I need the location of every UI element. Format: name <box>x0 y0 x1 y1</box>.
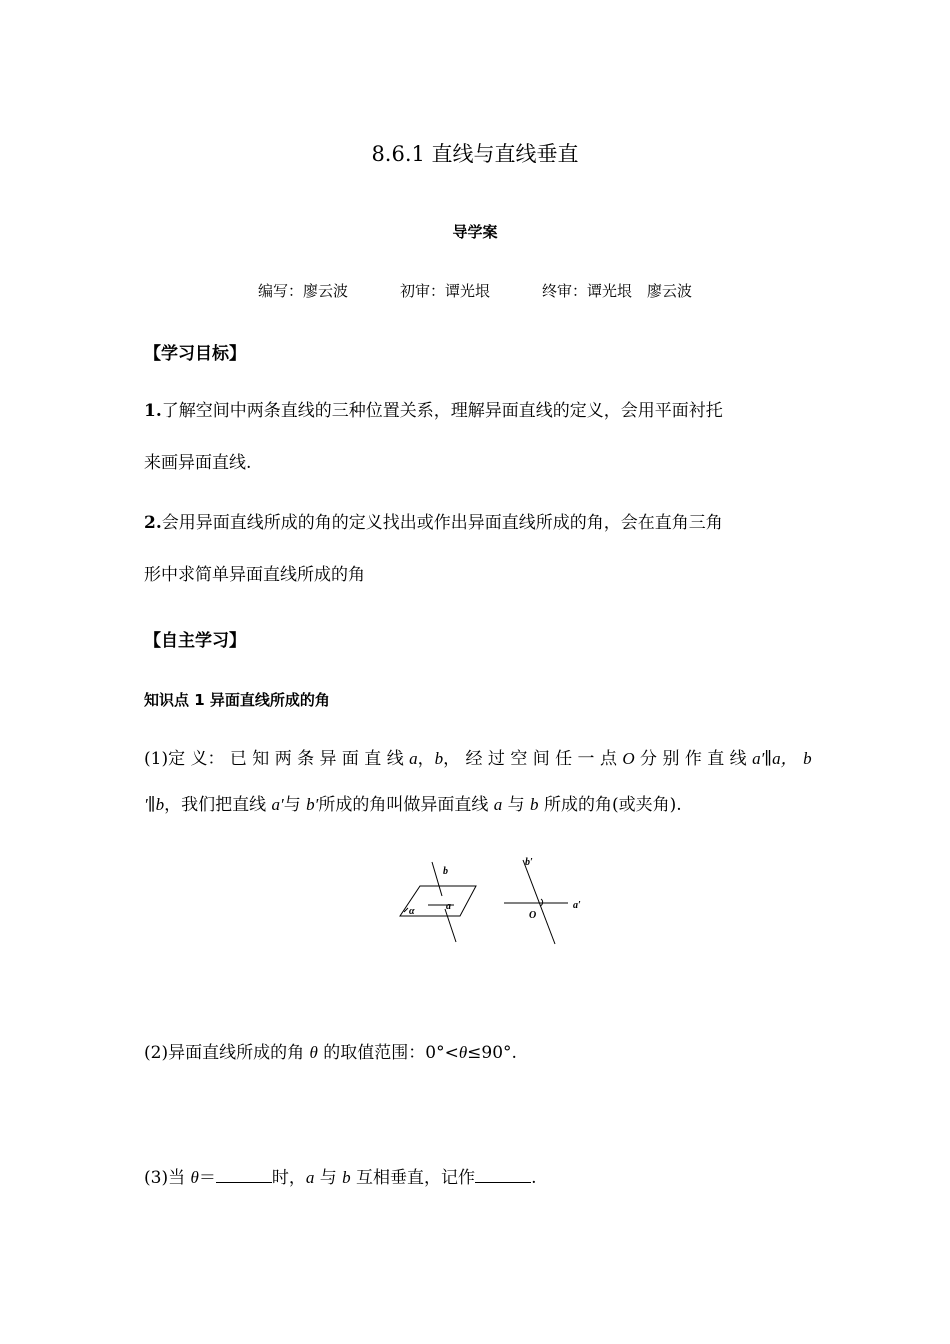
doc-subtitle: 导学案 <box>452 223 498 241</box>
definition-line-1: (1)定 义： 已 知 两 条 异 面 直 线 a，b， 经 过 空 间 任 一 点 O 分 别 作 直 线 a′∥a， b <box>144 749 812 769</box>
goal-item-1-number: 1. <box>144 401 162 421</box>
editor-credit: 编写：廖云波 <box>257 282 348 300</box>
label-alpha: α <box>409 906 415 917</box>
goal-item-1-line-2: 来画异面直线. <box>144 453 252 473</box>
line-b-upper <box>432 862 442 896</box>
label-b: b <box>443 866 448 877</box>
goal-item-2-number: 2. <box>144 513 162 533</box>
label-a: a <box>446 901 451 912</box>
final-review-credit: 终审：谭光垠 廖云波 <box>542 282 693 300</box>
goal-item-2-line-2: 形中求简单异面直线所成的角 <box>144 565 365 585</box>
angle-answer-blank[interactable] <box>216 1166 272 1183</box>
label-a-prime: a′ <box>573 900 581 911</box>
self-study-heading: 【自主学习】 <box>144 631 246 651</box>
skew-lines-figure <box>390 852 600 952</box>
label-b-prime: b′ <box>525 857 533 868</box>
knowledge-point-heading: 知识点 1 异面直线所成的角 <box>144 691 330 709</box>
range-line: (2)异面直线所成的角 θ 的取值范围：0°<θ≤90°. <box>144 1043 517 1063</box>
page-title: 8.6.1 直线与直线垂直 <box>371 142 579 166</box>
goals-heading: 【学习目标】 <box>144 344 246 364</box>
goal-item-1-line-1: 1.了解空间中两条直线的三种位置关系，理解异面直线的定义，会用平面衬托 <box>144 401 723 421</box>
line-b-lower <box>445 909 456 942</box>
notation-answer-blank[interactable] <box>475 1166 531 1183</box>
perpendicular-line: (3)当 θ＝ 时，a 与 b 互相垂直，记作 . <box>144 1168 537 1188</box>
line-b-prime <box>523 860 555 944</box>
label-O: O <box>529 910 537 921</box>
authors-line <box>0 280 950 301</box>
goal-item-2-line-1: 2.会用异面直线所成的角的定义找出或作出异面直线所成的角，会在直角三角 <box>144 513 723 533</box>
first-review-credit: 初审：谭光垠 <box>399 282 490 300</box>
definition-line-2: ′∥b，我们把直线 a′与 b′所成的角叫做异面直线 a 与 b 所成的角(或夹角). <box>144 795 682 815</box>
